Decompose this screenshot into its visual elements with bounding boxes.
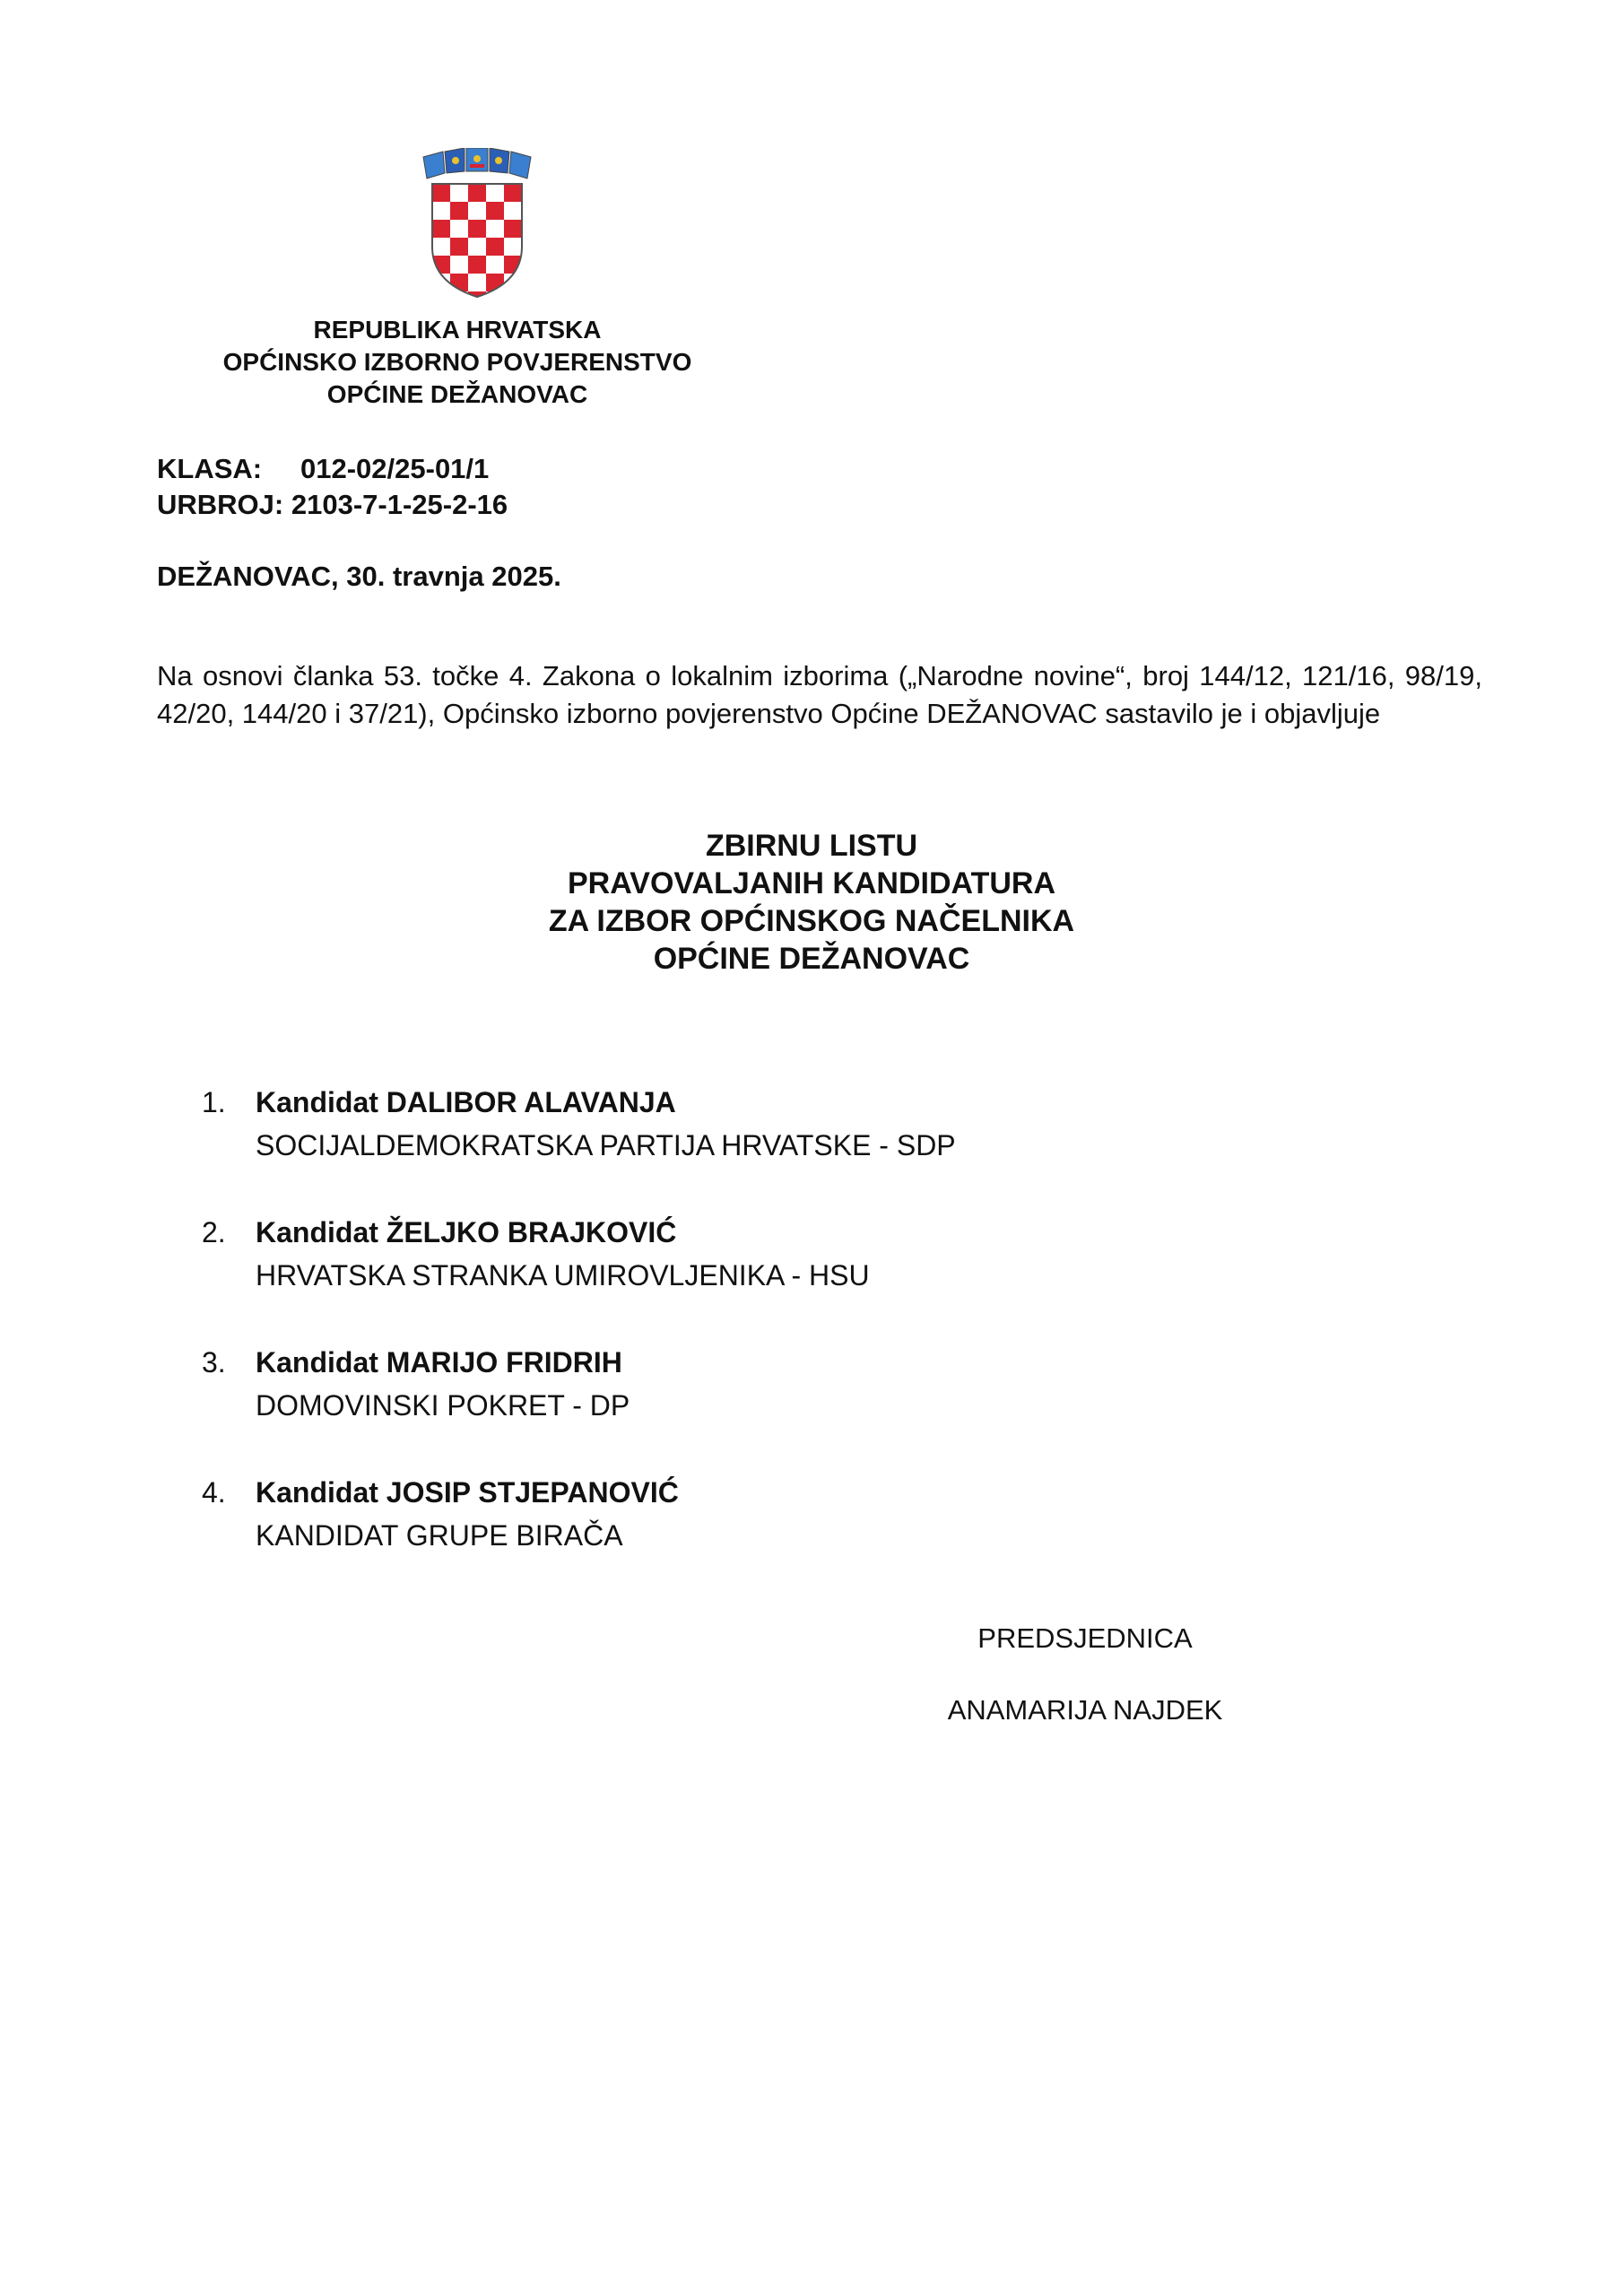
checker-square bbox=[450, 256, 468, 274]
checker-square bbox=[432, 238, 450, 256]
checker-square bbox=[468, 184, 486, 202]
checker-square bbox=[450, 238, 468, 256]
checker-square bbox=[468, 202, 486, 220]
klasa-label: KLASA: bbox=[157, 453, 263, 484]
checker-square bbox=[486, 184, 504, 202]
title-line-2: PRAVOVALJANIH KANDIDATURA bbox=[568, 866, 1055, 900]
list-item bbox=[202, 1081, 1368, 1211]
checker-square bbox=[432, 202, 450, 220]
checker-square bbox=[468, 238, 486, 256]
checker-square bbox=[468, 256, 486, 274]
signature-role: PREDSJEDNICA bbox=[977, 1622, 1193, 1654]
issuer-header bbox=[179, 314, 735, 411]
checker-square bbox=[468, 220, 486, 238]
candidate-party: KANDIDAT GRUPE BIRAČA bbox=[256, 1519, 623, 1552]
title-line-3: ZA IZBOR OPĆINSKOG NAČELNIKA bbox=[548, 904, 1075, 938]
checker-square bbox=[504, 202, 522, 220]
candidate-number: 2. bbox=[202, 1216, 226, 1248]
checker-square bbox=[450, 202, 468, 220]
klasa-value: 012-02/25-01/1 bbox=[300, 453, 490, 484]
candidate-party: SOCIJALDEMOKRATSKA PARTIJA HRVATSKE - SDP bbox=[256, 1129, 956, 1161]
candidate-name: Kandidat JOSIP STJEPANOVIĆ bbox=[256, 1476, 679, 1509]
checker-square bbox=[432, 184, 450, 202]
intro-paragraph: Na osnovi članka 53. točke 4. Zakona o lokalnim izborima („Narodne novine“, broj 144/12, 121/16, 98/19, 42/20, 144/20 i 37/21), Općinsko izborno povjerenstvo Općine DEŽANOVAC sastavilo je i objavljuje bbox=[157, 660, 1482, 729]
checker-square bbox=[450, 184, 468, 202]
checker-square bbox=[486, 202, 504, 220]
list-item bbox=[202, 1211, 1368, 1341]
list-item bbox=[202, 1341, 1368, 1471]
checker-square bbox=[486, 256, 504, 274]
candidate-number: 4. bbox=[202, 1476, 226, 1509]
list-item bbox=[202, 1471, 1368, 1601]
crown bbox=[423, 148, 531, 178]
checker-square bbox=[504, 291, 522, 299]
signature-name: ANAMARIJA NAJDEK bbox=[947, 1694, 1223, 1726]
header-line-1: REPUBLIKA HRVATSKA bbox=[313, 316, 602, 344]
title-line-4: OPĆINE DEŽANOVAC bbox=[653, 942, 970, 976]
header-line-3: OPĆINE DEŽANOVAC bbox=[326, 380, 588, 408]
candidate-number: 3. bbox=[202, 1346, 226, 1378]
candidate-list bbox=[202, 1081, 1368, 1601]
checker-square bbox=[504, 274, 522, 291]
checker-square bbox=[486, 238, 504, 256]
title-line-1: ZBIRNU LISTU bbox=[705, 829, 918, 863]
candidate-name: Kandidat MARIJO FRIDRIH bbox=[256, 1346, 622, 1378]
date-rest: , 30. travnja 2025. bbox=[331, 561, 561, 592]
checker-square bbox=[432, 291, 450, 299]
date-place: DEŽANOVAC bbox=[157, 561, 332, 592]
croatian-coat-of-arms-icon bbox=[420, 148, 534, 299]
checker-square bbox=[432, 274, 450, 291]
checkerboard-shield bbox=[432, 184, 522, 299]
header-line-2: OPĆINSKO IZBORNO POVJERENSTVO bbox=[222, 348, 692, 376]
candidate-name: Kandidat DALIBOR ALAVANJA bbox=[256, 1086, 676, 1118]
checker-square bbox=[432, 220, 450, 238]
checker-square bbox=[468, 274, 486, 291]
checker-square bbox=[486, 220, 504, 238]
candidate-name: Kandidat ŽELJKO BRAJKOVIĆ bbox=[256, 1216, 677, 1248]
urbroj-row bbox=[157, 487, 508, 523]
document-title bbox=[363, 827, 1260, 978]
urbroj-value: 2103-7-1-25-2-16 bbox=[291, 489, 508, 520]
urbroj-label: URBROJ: bbox=[157, 489, 284, 520]
candidate-number: 1. bbox=[202, 1086, 226, 1118]
candidate-party: HRVATSKA STRANKA UMIROVLJENIKA - HSU bbox=[256, 1259, 870, 1292]
checker-square bbox=[504, 238, 522, 256]
document-date bbox=[157, 559, 561, 595]
checker-square bbox=[504, 184, 522, 202]
candidate-party: DOMOVINSKI POKRET - DP bbox=[256, 1389, 630, 1422]
checker-square bbox=[450, 220, 468, 238]
checker-square bbox=[504, 220, 522, 238]
klasa-row bbox=[157, 451, 489, 487]
